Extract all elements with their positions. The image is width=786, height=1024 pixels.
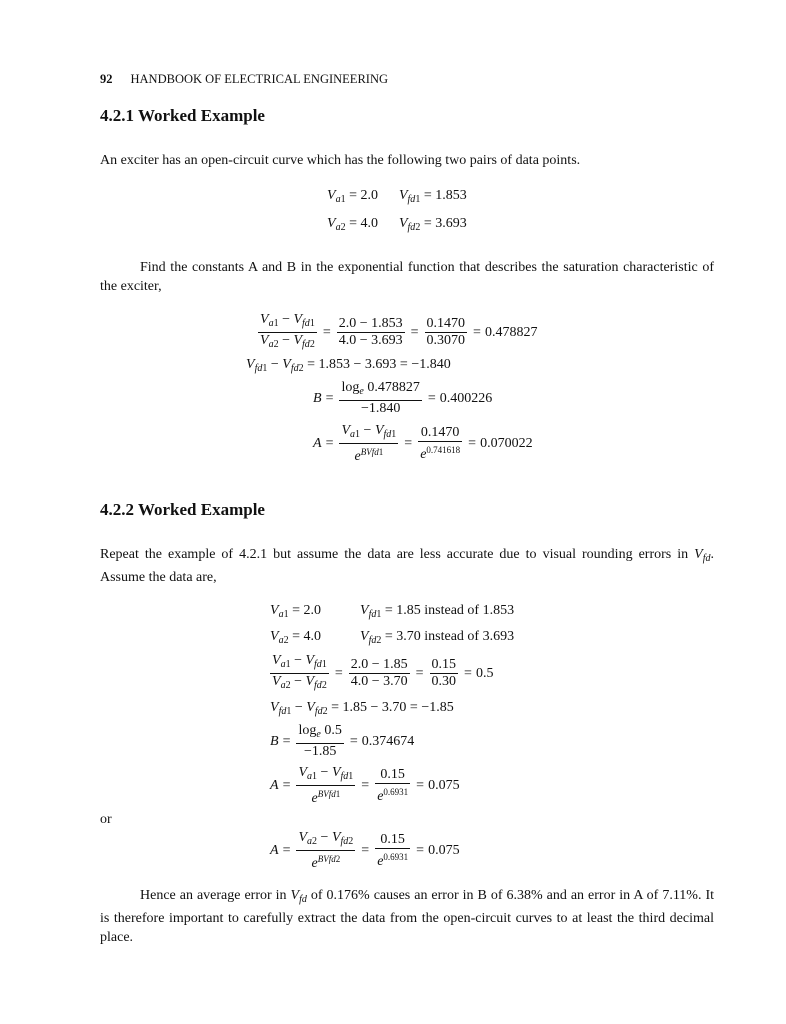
s2-ratio-num-val: 0.15	[431, 657, 457, 672]
s1-b-den: −1.840	[360, 401, 401, 416]
s2-a2-exp: 0.6931	[383, 852, 409, 862]
s1-diff-equation: $V_{fd1} - V_{fd2} = 1.853 - 3.693 = -1.840$	[246, 357, 451, 374]
s2-data-row-1: $V_{a1} = 2.0$ $V_{fd1} = 1.85$ instead of 1.853	[270, 603, 515, 620]
s1-d1-va: 2.0	[360, 188, 378, 203]
s2-conclusion-b: of 0.176% causes an error in B of 6.38% and an error in A of 7.11%. It is therefore important to carefully extract the data from the open-circuit curves to at least the third decimal place.	[100, 888, 715, 945]
s2-a1-exp: 0.6931	[383, 787, 409, 797]
s2-b-equation: B = $\frac{\log_e 0.5}{-1.85}$ = 0.374674	[270, 723, 415, 759]
s1-find: Find the constants A and B in the exponential function that describes the saturation characteristic of the exciter,	[100, 260, 714, 294]
page-number: 92	[100, 72, 113, 86]
s1-ratio-equation: $\frac{V_{a1} - V_{fd1}}{V_{a2} - V_{fd2}}$ = $\frac{2.0 - 1.853}{4.0 - 3.693}$ = $\frac{0.1470}{0.3070}$ = 0.478827	[260, 312, 538, 350]
section-title-4-2-2: 4.2.2 Worked Example	[100, 500, 265, 519]
s2-b-log-arg: 0.5	[324, 723, 342, 738]
s2-diff-equation: $V_{fd1} - V_{fd2} = 1.85 - 3.70 = -1.85$	[270, 700, 454, 717]
s2-ratio-den-val: 0.30	[431, 674, 457, 689]
s1-ratio-den-val: 0.3070	[426, 333, 466, 348]
s2-d1-va: 2.0	[303, 603, 321, 618]
s2-ratio-equation: $\frac{V_{a1} - V_{fd1}}{V_{a2} - V_{fd2}}$ = $\frac{2.0 - 1.85}{4.0 - 3.70}$ = $\frac{0.15}{0.30}$ = 0.5	[272, 653, 494, 691]
s2-a1-equation: A = $\frac{V_{a1} - V_{fd1}}{e^{BVfd1}}$ = $\frac{0.15}{e^{0.6931}}$ = 0.075	[270, 765, 460, 806]
s2-a2-result: 0.075	[428, 843, 460, 858]
s2-d1-vfd: 1.85 instead of 1.853	[396, 603, 515, 618]
s2-ratio-result: 0.5	[475, 665, 494, 681]
s1-b-result: 0.400226	[439, 390, 493, 406]
s1-ratio-num-nums: 2.0 − 1.853	[338, 316, 403, 331]
s1-diff-expr: 1.853 − 3.693	[318, 357, 397, 372]
running-header	[100, 72, 388, 87]
running-title: HANDBOOK OF ELECTRICAL ENGINEERING	[130, 72, 389, 86]
s2-ratio-num-nums: 2.0 − 1.85	[350, 657, 408, 672]
s2-or: or	[100, 812, 112, 827]
s2-a1-result: 0.075	[428, 778, 460, 793]
s2-data-row-2: $V_{a2} = 4.0$ $V_{fd2} = 3.70$ instead of 3.693	[270, 629, 515, 646]
s2-conclusion: Hence an average error in $V_{fd}$ of 0.176% causes an error in B of 6.38% and an error in A of 7.11%. It is therefore important to carefully extract the data from the open-circuit curves to at least the third decimal place.	[100, 888, 715, 945]
s2-d2-va: 4.0	[303, 629, 321, 644]
s1-d2-vfd: 3.693	[435, 216, 467, 231]
s2-diff-expr: 1.85 − 3.70	[342, 700, 407, 715]
s1-ratio-result: 0.478827	[484, 324, 538, 340]
s1-diff-result: −1.840	[411, 357, 451, 372]
s2-b-result: 0.374674	[361, 733, 415, 749]
s1-data-row-1: $V_{a1} = 2.0$ $V_{fd1} = 1.853$	[327, 188, 467, 205]
s2-conclusion-a: Hence an average error in	[140, 888, 287, 903]
s1-b-equation: B = $\frac{\log_e 0.478827}{-1.840}$ = 0.400226	[313, 380, 493, 416]
s2-intro-a: Repeat the example of 4.2.1 but assume the data are less accurate due to visual rounding errors in	[100, 547, 689, 562]
s2-a2-num-val: 0.15	[375, 832, 410, 849]
s1-a-exp: 0.741618	[426, 445, 461, 455]
s1-d2-va: 4.0	[360, 216, 378, 231]
s1-a-result: 0.070022	[480, 436, 533, 451]
s2-intro-b: . Assume the data are,	[100, 547, 714, 585]
s2-intro: Repeat the example of 4.2.1 but assume the data are less accurate due to visual rounding errors in $V_{fd}$. Assume the data are,	[100, 547, 714, 585]
s1-intro: An exciter has an open-circuit curve which has the following two pairs of data points.	[100, 153, 581, 168]
s2-a1-num-val: 0.15	[375, 767, 410, 784]
s1-a-num-val: 0.1470	[418, 425, 462, 442]
s1-b-log-arg: 0.478827	[367, 380, 420, 395]
s2-b-den: −1.85	[303, 744, 337, 759]
s1-a-equation: A = $\frac{V_{a1} - V_{fd1}}{e^{BVfd1}}$ = $\frac{0.1470}{e^{0.741618}}$ = 0.070022	[313, 423, 533, 464]
s2-d2-vfd: 3.70 instead of 3.693	[396, 629, 515, 644]
s1-d1-vfd: 1.853	[435, 188, 467, 203]
section-title-4-2-1: 4.2.1 Worked Example	[100, 106, 265, 125]
s1-data-row-2: $V_{a2} = 4.0$ $V_{fd2} = 3.693$	[327, 216, 467, 233]
s2-diff-result: −1.85	[421, 700, 454, 715]
s1-ratio-num-val: 0.1470	[426, 316, 466, 331]
s2-a2-equation: A = $\frac{V_{a2} - V_{fd2}}{e^{BVfd2}}$ = $\frac{0.15}{e^{0.6931}}$ = 0.075	[270, 830, 460, 871]
s1-ratio-den-nums: 4.0 − 3.693	[338, 333, 403, 348]
s2-ratio-den-nums: 4.0 − 3.70	[350, 674, 408, 689]
